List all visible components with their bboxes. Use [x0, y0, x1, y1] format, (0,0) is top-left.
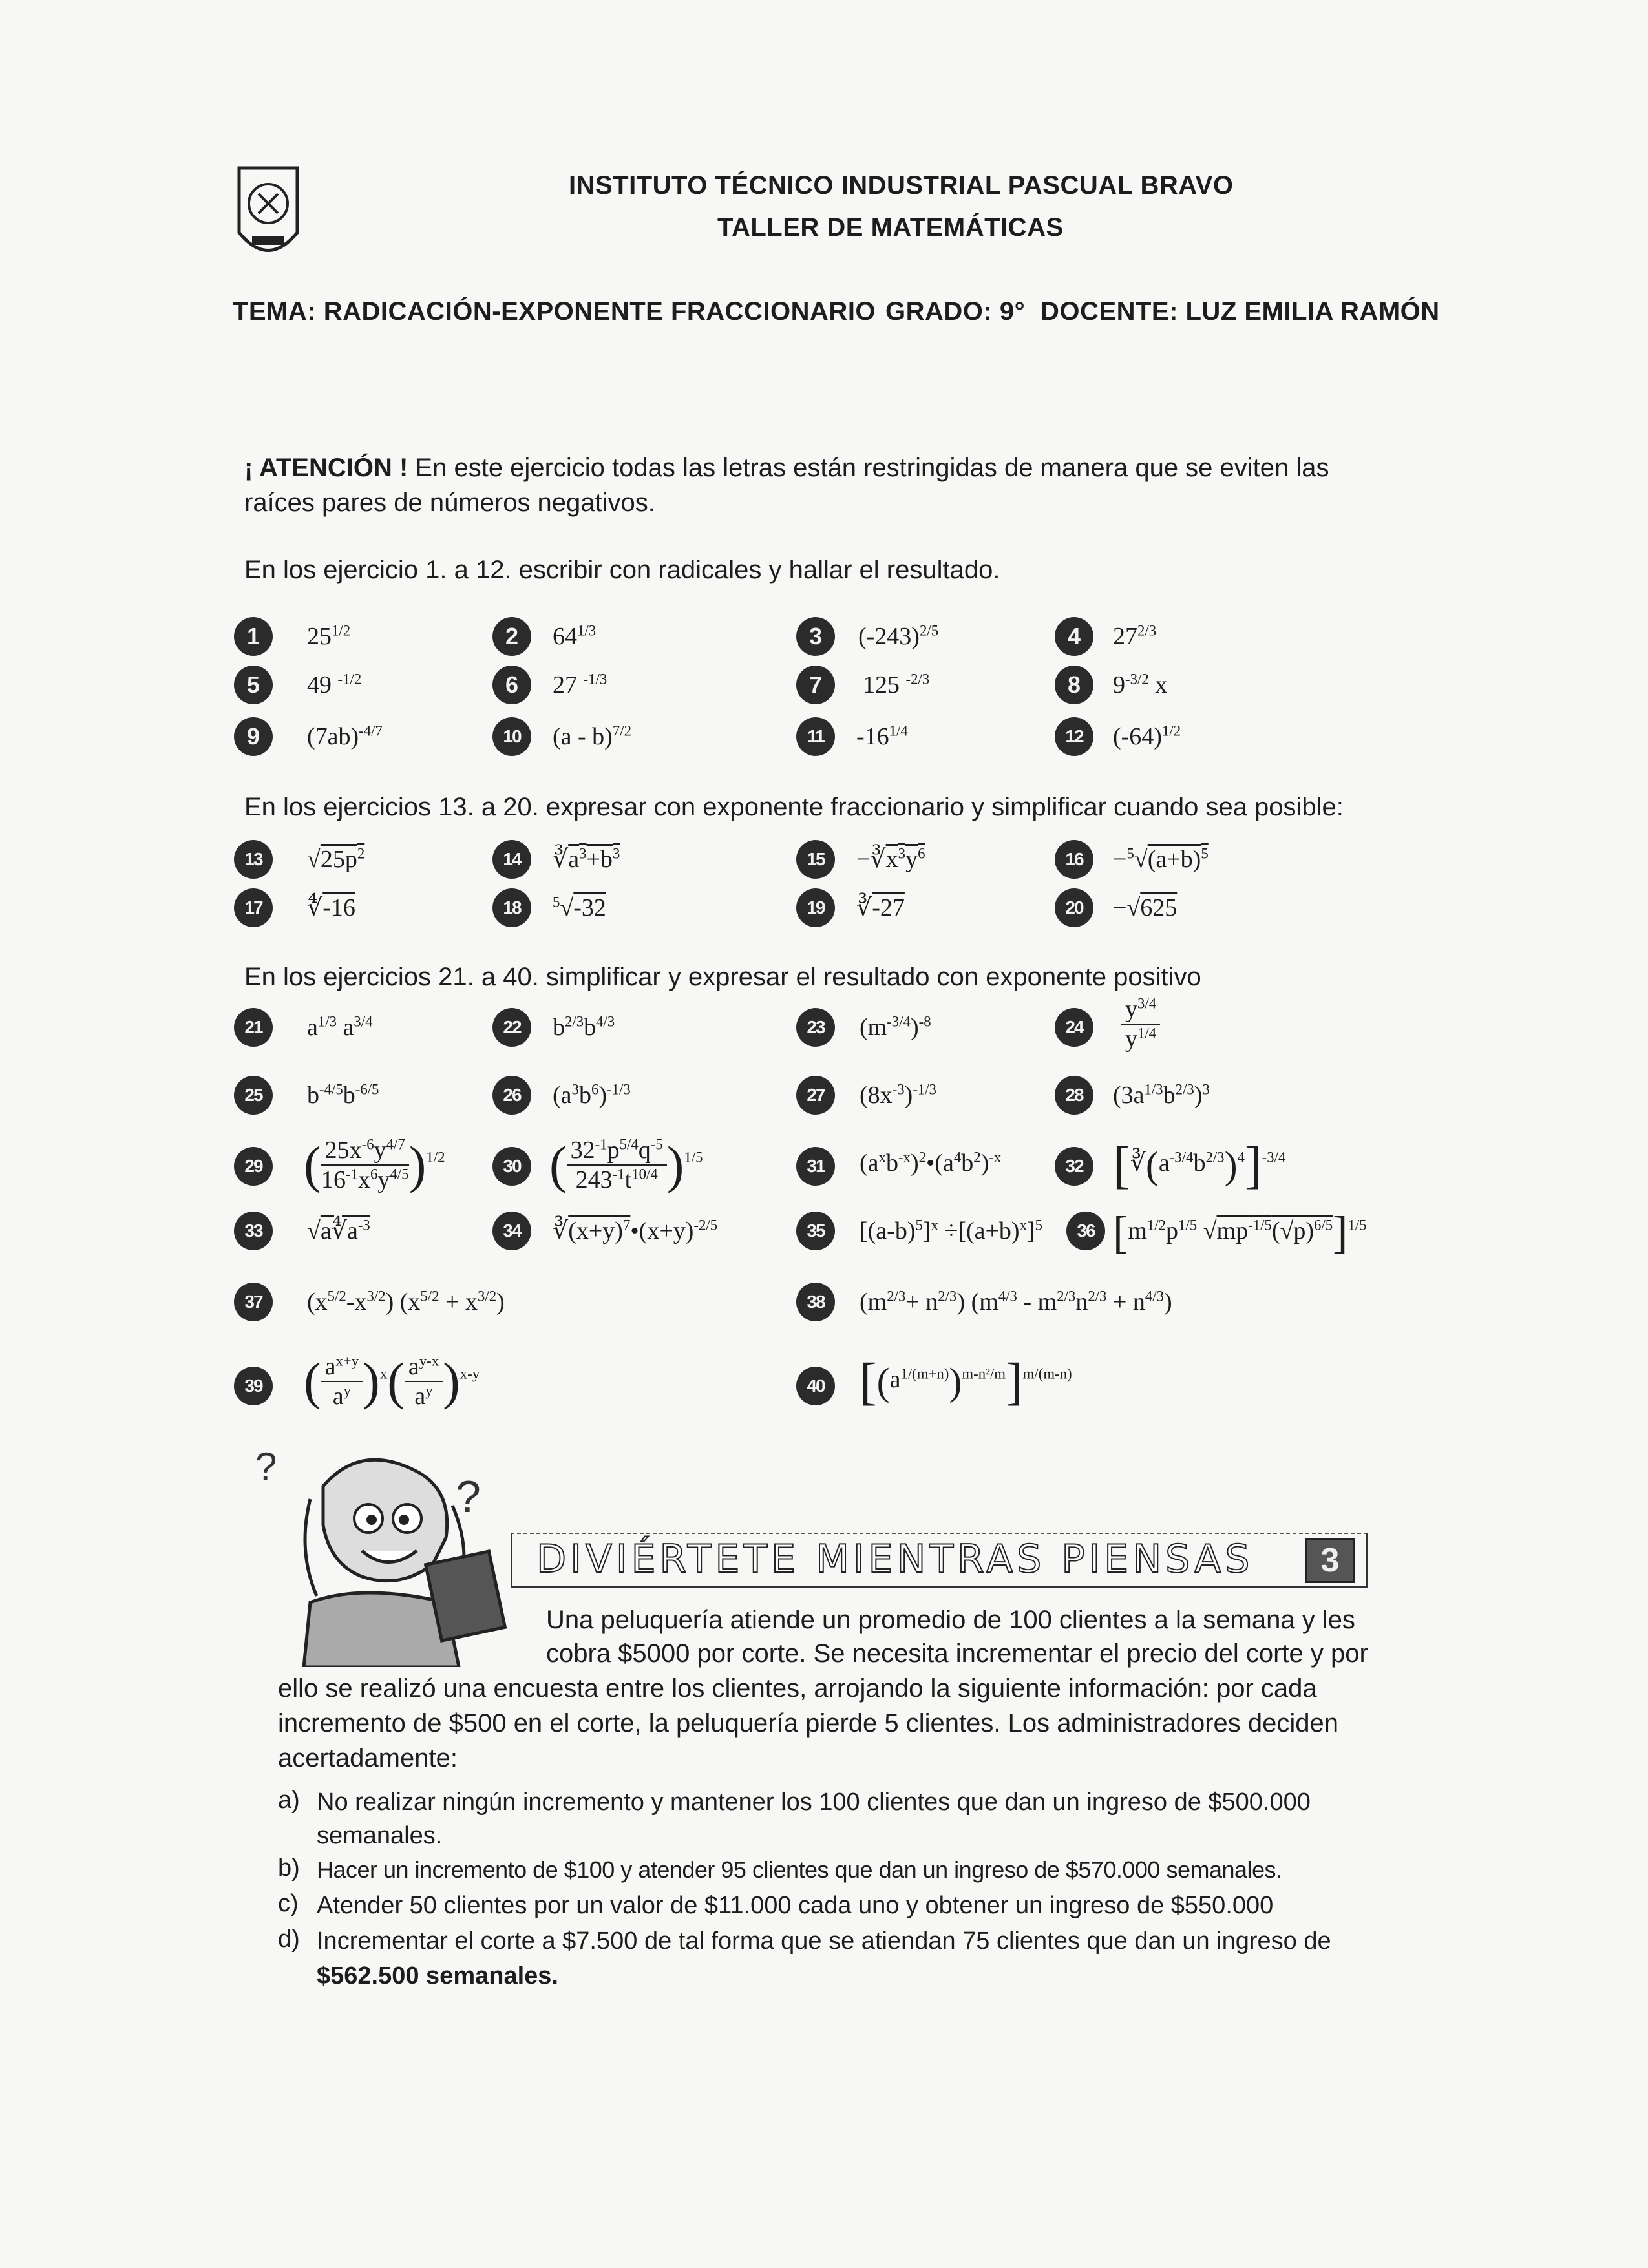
exercise-34: $∛(x+y)^7•(x+y)^{-2/5}$: [553, 1217, 718, 1244]
exercise-23: $(m^{-3/4})^{-8}$: [860, 1013, 931, 1041]
exercise-9: $(7ab)^{-4/7}$: [307, 722, 383, 750]
notice-text-2: raíces pares de números negativos.: [244, 488, 655, 517]
exercise-number: 29: [234, 1147, 273, 1186]
exercise-number: 4: [1055, 617, 1093, 656]
exercise-21: $a^{1/3}$ $a^{3/4}$: [307, 1013, 373, 1041]
option-a-letter: a): [278, 1787, 300, 1814]
exercise-number: 18: [492, 888, 531, 927]
exercise-27: $(8x^{-3})^{-1/3}$: [860, 1081, 937, 1109]
exercise-33: $√a∜a^{-3}$: [307, 1217, 370, 1244]
exercise-17: ∜-16: [307, 894, 355, 921]
institution-title: INSTITUTO TÉCNICO INDUSTRIAL PASCUAL BRAVO: [569, 171, 1234, 200]
exercise-4: $27^{2/3}$: [1113, 622, 1157, 650]
exercise-number: 14: [492, 840, 531, 879]
school-seal: [233, 162, 304, 271]
problem-line-4: incremento de $500 en el corte, la peluquería pierde 5 clientes. Los administradores deciden: [278, 1709, 1339, 1738]
exercise-number: 19: [796, 888, 835, 927]
exercise-39: ( $\frac{a^{x+y}}{a^y}$ )$^x$( $\frac{a^{y-x}}{a^y}$ )$^{x-y}$: [304, 1352, 480, 1411]
exercise-number: 5: [234, 666, 273, 704]
topic-label: TEMA: RADICACIÓN-EXPONENTE FRACCIONARIO: [233, 297, 876, 326]
option-b-letter: b): [278, 1854, 300, 1882]
exercise-number: 40: [796, 1367, 835, 1405]
exercise-number: 30: [492, 1147, 531, 1186]
problem-line-5: acertadamente:: [278, 1744, 458, 1772]
option-a-text-2: semanales.: [317, 1822, 443, 1849]
exercise-40: $[(a^{1/(m+n)})^{m-n^2/m}]^{m/(m-n)}$: [860, 1353, 1072, 1411]
exercise-36: [$m^{1/2}p^{1/5}$ $√mp^{-1/5}(√p)^{6/5}]^{1/5}$: [1113, 1208, 1367, 1258]
exercise-number: 39: [234, 1367, 273, 1405]
option-c-text-1: Atender 50 clientes por un valor de $11.000 cada uno y obtener un ingreso de $550.000: [317, 1892, 1274, 1919]
option-d-letter: d): [278, 1926, 300, 1953]
section2-instruction: En los ejercicios 13. a 20. expresar con exponente fraccionario y simplificar cuando sea posible:: [244, 793, 1344, 821]
exercise-8: $9^{-3/2}$ x: [1113, 671, 1168, 698]
exercise-number: 7: [796, 666, 835, 704]
exercise-24: $\frac{y^{3/4}}{y^{1/4}}$: [1121, 995, 1160, 1053]
cartoon-girl-illustration: [284, 1447, 517, 1667]
exercise-30: ( $\frac{32^{-1}p^{5/4}q^{-5}}{243^{-1}t^{10/4}}$ )$^{1/5}$: [549, 1136, 703, 1194]
exercise-number: 24: [1055, 1008, 1093, 1047]
exercise-number: 35: [796, 1212, 835, 1250]
exercise-32: $[∛(a^{-3/4}b^{2/3})^4]^{-3/4}$: [1113, 1137, 1286, 1194]
exercise-13: $√25p^2$: [307, 845, 365, 873]
exercise-18: $^5$√-32: [553, 894, 606, 921]
exercise-number: 12: [1055, 717, 1093, 756]
exercise-20: −√625: [1113, 894, 1178, 921]
exercise-number: 6: [492, 666, 531, 704]
option-c-letter: c): [278, 1890, 299, 1917]
exercise-2: $64^{1/3}$: [553, 622, 597, 650]
teacher-label: DOCENTE: LUZ EMILIA RAMÓN: [1041, 297, 1440, 326]
exercise-1: $25^{1/2}$: [307, 622, 351, 650]
exercise-number: 25: [234, 1076, 273, 1115]
problem-line-1: Una peluquería atiende un promedio de 100 clientes a la semana y les: [546, 1606, 1355, 1634]
exercise-37: $(x^{5/2}-x^{3/2}) (x^{5/2} + x^{3/2})$: [307, 1288, 505, 1316]
exercise-16: $-^5√(a+b)^5$: [1113, 845, 1209, 873]
exercise-35: $[(a-b)^5]^x \div[(a+b)^x]^5$: [860, 1217, 1043, 1244]
exercise-number: 13: [234, 840, 273, 879]
exercise-number: 20: [1055, 888, 1093, 927]
exercise-number: 1: [234, 617, 273, 656]
question-mark-icon: ?: [456, 1471, 481, 1522]
exercise-28: $(3a^{1/3}b^{2/3})^3$: [1113, 1081, 1210, 1109]
exercise-15: $-∛x^3y^6$: [856, 845, 925, 873]
workshop-title: TALLER DE MATEMÁTICAS: [717, 213, 1064, 242]
exercise-22: $b^{2/3}b^{4/3}$: [553, 1013, 615, 1041]
exercise-11: $-16^{1/4}$: [856, 722, 908, 750]
fun-banner-number: 3: [1305, 1538, 1355, 1583]
option-a-text-1: No realizar ningún incremento y mantener los 100 clientes que dan un ingreso de $500.000: [317, 1789, 1311, 1816]
exercise-5: 49 $^{-1/2}$: [307, 671, 362, 698]
exercise-number: 33: [234, 1212, 273, 1250]
exercise-number: 9: [234, 717, 273, 756]
exercise-38: $(m^{2/3}+ n^{2/3})$ $(m^{4/3} - m^{2/3}n^{2/3} + n^{4/3})$: [860, 1288, 1172, 1316]
exercise-number: 3: [796, 617, 835, 656]
section1-instruction: En los ejercicio 1. a 12. escribir con radicales y hallar el resultado.: [244, 556, 1000, 584]
exercise-number: 38: [796, 1283, 835, 1321]
exercise-number: 15: [796, 840, 835, 879]
exercise-number: 8: [1055, 666, 1093, 704]
exercise-number: 37: [234, 1283, 273, 1321]
exercise-3: $(-243)^{2/5}$: [858, 622, 939, 650]
problem-line-2: cobra $5000 por corte. Se necesita incrementar el precio del corte y por: [546, 1639, 1368, 1668]
exercise-number: 22: [492, 1008, 531, 1047]
question-mark-glyph: ?: [255, 1445, 277, 1488]
option-d-text-1: Incrementar el corte a $7.500 de tal forma que se atiendan 75 clientes que dan un ingreso de: [317, 1927, 1331, 1955]
grade-label: GRADO: 9°: [885, 297, 1026, 326]
exercise-19: ∛-27: [856, 894, 905, 921]
exercise-number: 2: [492, 617, 531, 656]
exercise-number: 16: [1055, 840, 1093, 879]
option-b-text-1: Hacer un incremento de $100 y atender 95 clientes que dan un ingreso de $570.000 semanales.: [317, 1856, 1282, 1883]
exercise-number: 36: [1066, 1212, 1105, 1250]
exercise-12: $(-64)^{1/2}$: [1113, 722, 1181, 750]
exercise-25: $b^{-4/5}b^{-6/5}$: [307, 1081, 379, 1109]
exercise-6: 27 $^{-1/3}$: [553, 671, 607, 698]
section3-instruction: En los ejercicios 21. a 40. simplificar y expresar el resultado con exponente positivo: [244, 963, 1201, 991]
exercise-number: 28: [1055, 1076, 1093, 1115]
exercise-number: 17: [234, 888, 273, 927]
exercise-number: 26: [492, 1076, 531, 1115]
exercise-number: 31: [796, 1147, 835, 1186]
exercise-number: 10: [492, 717, 531, 756]
notice-text-1: En este ejercicio todas las letras están restringidas de manera que se eviten las: [408, 454, 1329, 482]
notice: [244, 450, 1421, 520]
exercise-26: $(a^3b^6)^{-1/3}$: [553, 1081, 631, 1109]
exercise-10: (a - b)$^{7/2}$: [553, 722, 631, 750]
exercise-number: 11: [796, 717, 835, 756]
exercise-7: 125 $^{-2/3}$: [863, 671, 930, 698]
option-d-text-2: $562.500 semanales.: [317, 1962, 558, 1990]
exercise-14: $∛a^3+b^3$: [553, 845, 620, 873]
exercise-number: 21: [234, 1008, 273, 1047]
exercise-29: ( $\frac{25x^{-6}y^{4/7}}{16^{-1}x^6y^{4/5}}$ )$^{1/2}$: [304, 1136, 445, 1194]
exercise-31: $(a^xb^{-x})^2•(a^4b^2)^{-x}$: [860, 1149, 1002, 1177]
notice-label: ¡ ATENCIÓN !: [244, 454, 408, 482]
exercise-number: 23: [796, 1008, 835, 1047]
exercise-number: 34: [492, 1212, 531, 1250]
problem-line-3: ello se realizó una encuesta entre los clientes, arrojando la siguiente información: por cada: [278, 1674, 1317, 1703]
exercise-number: 27: [796, 1076, 835, 1115]
exercise-number: 32: [1055, 1147, 1093, 1186]
fun-banner-title: DIVIÉRTETE MIENTRAS PIENSAS: [536, 1537, 1254, 1582]
